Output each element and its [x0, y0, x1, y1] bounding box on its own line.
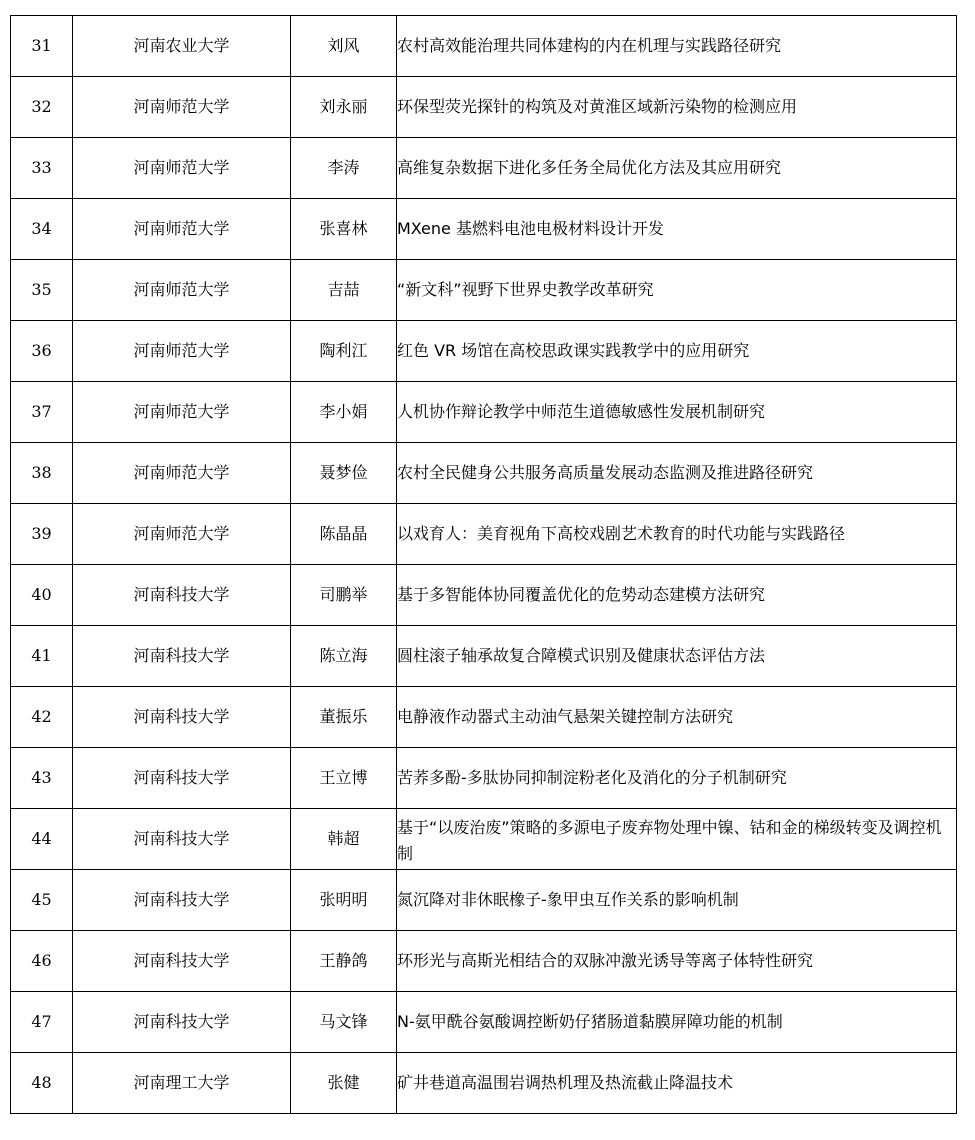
- table-row: [11, 748, 957, 809]
- project-title-cell: 圆柱滚子轴承故复合障模式识别及健康状态评估方法: [397, 626, 957, 687]
- university-cell: 河南师范大学: [73, 199, 291, 260]
- row-number-cell: 45: [11, 870, 73, 931]
- table-row: [11, 992, 957, 1053]
- person-name-cell: 张喜林: [291, 199, 397, 260]
- university-cell: 河南师范大学: [73, 504, 291, 565]
- university-cell: 河南科技大学: [73, 992, 291, 1053]
- university-cell: 河南师范大学: [73, 382, 291, 443]
- table-row: [11, 809, 957, 870]
- person-name-cell: 王静鸽: [291, 931, 397, 992]
- project-title-cell: 电静液作动器式主动油气悬架关键控制方法研究: [397, 687, 957, 748]
- table-row: [11, 321, 957, 382]
- table-row: [11, 931, 957, 992]
- university-cell: 河南师范大学: [73, 260, 291, 321]
- project-title-cell: 红色 VR 场馆在高校思政课实践教学中的应用研究: [397, 321, 957, 382]
- row-number-cell: 39: [11, 504, 73, 565]
- row-number-cell: 43: [11, 748, 73, 809]
- person-name-cell: 陈晶晶: [291, 504, 397, 565]
- person-name-cell: 张健: [291, 1053, 397, 1114]
- table-row: [11, 1053, 957, 1114]
- row-number-cell: 47: [11, 992, 73, 1053]
- project-title-cell: N-氨甲酰谷氨酸调控断奶仔猪肠道黏膜屏障功能的机制: [397, 992, 957, 1053]
- table-body: [11, 16, 957, 1114]
- project-title-cell: 农村高效能治理共同体建构的内在机理与实践路径研究: [397, 16, 957, 77]
- university-cell: 河南科技大学: [73, 809, 291, 870]
- person-name-cell: 陈立海: [291, 626, 397, 687]
- row-number-cell: 42: [11, 687, 73, 748]
- project-title-cell: 矿井巷道高温围岩调热机理及热流截止降温技术: [397, 1053, 957, 1114]
- row-number-cell: 46: [11, 931, 73, 992]
- person-name-cell: 李小娟: [291, 382, 397, 443]
- table-row: [11, 626, 957, 687]
- table-row: [11, 260, 957, 321]
- project-title-cell: 高维复杂数据下进化多任务全局优化方法及其应用研究: [397, 138, 957, 199]
- university-cell: 河南科技大学: [73, 626, 291, 687]
- person-name-cell: 韩超: [291, 809, 397, 870]
- row-number-cell: 41: [11, 626, 73, 687]
- person-name-cell: 王立博: [291, 748, 397, 809]
- project-title-cell: 人机协作辩论教学中师范生道德敏感性发展机制研究: [397, 382, 957, 443]
- project-title-cell: 以戏育人：美育视角下高校戏剧艺术教育的时代功能与实践路径: [397, 504, 957, 565]
- table-row: [11, 687, 957, 748]
- row-number-cell: 48: [11, 1053, 73, 1114]
- person-name-cell: 李涛: [291, 138, 397, 199]
- project-title-cell: 苦荞多酚-多肽协同抑制淀粉老化及消化的分子机制研究: [397, 748, 957, 809]
- table-row: [11, 77, 957, 138]
- university-cell: 河南师范大学: [73, 443, 291, 504]
- row-number-cell: 44: [11, 809, 73, 870]
- project-title-cell: 农村全民健身公共服务高质量发展动态监测及推进路径研究: [397, 443, 957, 504]
- person-name-cell: 陶利江: [291, 321, 397, 382]
- row-number-cell: 34: [11, 199, 73, 260]
- person-name-cell: 刘风: [291, 16, 397, 77]
- table-row: [11, 504, 957, 565]
- row-number-cell: 37: [11, 382, 73, 443]
- university-cell: 河南科技大学: [73, 748, 291, 809]
- university-cell: 河南师范大学: [73, 138, 291, 199]
- project-title-cell: 基于多智能体协同覆盖优化的危势动态建模方法研究: [397, 565, 957, 626]
- person-name-cell: 张明明: [291, 870, 397, 931]
- table-row: [11, 16, 957, 77]
- person-name-cell: 董振乐: [291, 687, 397, 748]
- project-title-cell: 环形光与高斯光相结合的双脉冲激光诱导等离子体特性研究: [397, 931, 957, 992]
- person-name-cell: 吉喆: [291, 260, 397, 321]
- university-cell: 河南科技大学: [73, 565, 291, 626]
- table-row: [11, 870, 957, 931]
- person-name-cell: 马文锋: [291, 992, 397, 1053]
- university-cell: 河南理工大学: [73, 1053, 291, 1114]
- project-title-cell: “新文科”视野下世界史教学改革研究: [397, 260, 957, 321]
- row-number-cell: 35: [11, 260, 73, 321]
- row-number-cell: 33: [11, 138, 73, 199]
- university-cell: 河南师范大学: [73, 321, 291, 382]
- university-cell: 河南科技大学: [73, 870, 291, 931]
- table-row: [11, 199, 957, 260]
- row-number-cell: 36: [11, 321, 73, 382]
- table-row: [11, 565, 957, 626]
- person-name-cell: 聂梦俭: [291, 443, 397, 504]
- row-number-cell: 40: [11, 565, 73, 626]
- university-cell: 河南师范大学: [73, 77, 291, 138]
- row-number-cell: 31: [11, 16, 73, 77]
- person-name-cell: 司鹏举: [291, 565, 397, 626]
- university-cell: 河南科技大学: [73, 687, 291, 748]
- row-number-cell: 32: [11, 77, 73, 138]
- university-cell: 河南科技大学: [73, 931, 291, 992]
- row-number-cell: 38: [11, 443, 73, 504]
- table-row: [11, 382, 957, 443]
- university-cell: 河南农业大学: [73, 16, 291, 77]
- project-title-cell: 基于“以废治废”策略的多源电子废弃物处理中镍、钴和金的梯级转变及调控机制: [397, 809, 957, 870]
- table-row: [11, 138, 957, 199]
- project-title-cell: 环保型荧光探针的构筑及对黄淮区域新污染物的检测应用: [397, 77, 957, 138]
- project-table: [10, 15, 957, 1114]
- project-title-cell: MXene 基燃料电池电极材料设计开发: [397, 199, 957, 260]
- table-row: [11, 443, 957, 504]
- person-name-cell: 刘永丽: [291, 77, 397, 138]
- project-title-cell: 氮沉降对非休眠橡子-象甲虫互作关系的影响机制: [397, 870, 957, 931]
